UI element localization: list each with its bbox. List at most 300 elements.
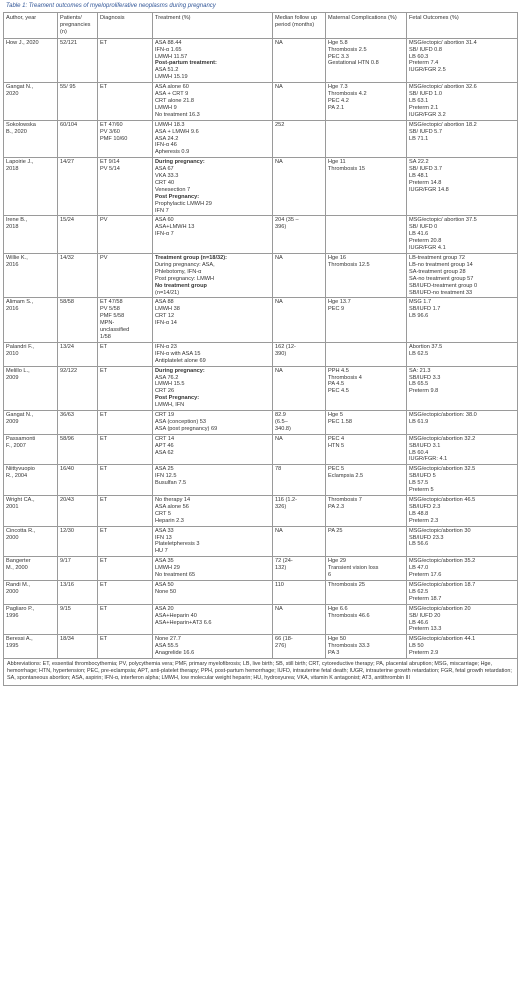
- cell-line: Preterm 2.1: [409, 104, 439, 111]
- cell-line: 52/121: [60, 39, 78, 46]
- cell-treatment: [153, 411, 273, 435]
- cell-treatment: [153, 526, 273, 557]
- cell-line: Preterm 2.3: [409, 517, 439, 524]
- cell-line: PEC 4.5: [328, 388, 349, 395]
- cell-author: [4, 366, 58, 410]
- cell-line: ET: [100, 466, 108, 473]
- cell-line: HU 7: [155, 548, 168, 555]
- cell-line: ET: [100, 412, 108, 419]
- cell-line: 92/122: [60, 367, 78, 374]
- cell-line: Preterm 17.6: [409, 572, 442, 579]
- cell-line: SB/ IUFD 20: [409, 612, 441, 619]
- cell-line: SB/IUFD-no treatment 33: [409, 289, 473, 296]
- cell-treatment: [153, 604, 273, 635]
- cell-line: No treatment 16.3: [155, 111, 200, 118]
- cell-line: SB/IUFD 5: [409, 473, 436, 480]
- cell-line: ASA 76.2: [155, 374, 179, 381]
- cell-line: Thrombosis 4: [328, 374, 362, 381]
- cell-line: NA: [275, 39, 283, 46]
- cell-fetal-outcomes: [407, 604, 518, 635]
- cell-line: 2000: [6, 588, 19, 595]
- cell-patients: [58, 434, 98, 465]
- table-body: [4, 38, 518, 658]
- cell-follow-up: [273, 604, 326, 635]
- cell-line: PA 25: [328, 527, 343, 534]
- cell-line: HTN 5: [328, 442, 345, 449]
- cell-line: LMWH, IFN: [155, 402, 185, 409]
- cell-line: NA: [275, 255, 283, 261]
- cell-line: ASA+Heparin 40: [155, 612, 197, 619]
- cell-line: LB-treatment group 72: [409, 255, 465, 261]
- cell-author: [4, 298, 58, 342]
- abbreviations-note: [4, 659, 518, 686]
- cell-line: PEC 4: [328, 435, 345, 442]
- cell-follow-up: [273, 216, 326, 254]
- cell-line: ET: [100, 367, 108, 374]
- cell-patients: [58, 580, 98, 604]
- cell-line: 9/15: [60, 605, 71, 612]
- cell-treatment: [153, 342, 273, 366]
- cell-line: 2016: [6, 306, 19, 313]
- table-caption: Table 1: Treament outcomes of myeloproliferative neoplasms during pregnancy: [6, 3, 216, 9]
- cell-line: ET 9/14: [100, 159, 120, 166]
- cell-line: Willie K.,: [6, 255, 28, 261]
- cell-line: Hge 5: [328, 412, 343, 419]
- cell-line: IUGR/FGR 4.1: [409, 245, 446, 252]
- cell-diagnosis: [98, 254, 153, 298]
- cell-line: NA: [275, 527, 283, 534]
- cell-line: Thrombosis 33.3: [328, 643, 370, 650]
- cell-diagnosis: [98, 342, 153, 366]
- cell-patients: [58, 254, 98, 298]
- cell-line: PEC 4.2: [328, 97, 349, 104]
- col-header-maternal-complications: Maternal Complications (%): [326, 13, 407, 39]
- cell-maternal-complications: [326, 411, 407, 435]
- cell-line: LMWH 29: [155, 565, 180, 572]
- cell-line: ASA 51.2: [155, 67, 179, 74]
- cell-treatment: [153, 434, 273, 465]
- cell-line: SB/ IUFD 0: [409, 224, 438, 231]
- cell-line: Preterm 2.9: [409, 650, 439, 657]
- cell-follow-up: [273, 434, 326, 465]
- cell-diagnosis: [98, 411, 153, 435]
- cell-line: 6: [328, 572, 332, 579]
- cell-line: 1995: [6, 643, 19, 650]
- cell-line: Post-partum treatment:: [155, 60, 217, 67]
- cell-line: 110: [275, 581, 284, 588]
- cell-line: Irene B.,: [6, 217, 28, 224]
- cell-fetal-outcomes: [407, 557, 518, 581]
- cell-patients: [58, 366, 98, 410]
- cell-treatment: [153, 158, 273, 216]
- cell-line: ET: [100, 84, 108, 91]
- cell-line: LB 71.1: [409, 135, 429, 142]
- cell-line: NA: [275, 84, 283, 91]
- cell-diagnosis: [98, 557, 153, 581]
- cell-line: 2018: [6, 166, 19, 173]
- cell-line: LMWH 9: [155, 104, 177, 111]
- cell-line: ET: [100, 497, 108, 503]
- cell-line: ET: [100, 581, 108, 588]
- cell-patients: [58, 635, 98, 659]
- table-row: [4, 557, 518, 581]
- cell-line: IFN-α with ASA 15: [155, 350, 201, 357]
- cell-line: ASA 60: [155, 217, 174, 224]
- cell-maternal-complications: [326, 38, 407, 82]
- cell-line: ASA + LMWH 9.6: [155, 128, 199, 135]
- cell-line: Wright CA.,: [6, 497, 35, 503]
- cell-line: Preterm 13.3: [409, 626, 442, 633]
- cell-maternal-complications: [326, 496, 407, 527]
- cell-line: PEC 5: [328, 466, 345, 473]
- cell-line: Hge 16: [328, 255, 347, 261]
- cell-line: ET: [100, 39, 108, 46]
- cell-line: SA 22.2: [409, 159, 429, 166]
- cell-line: 16/40: [60, 466, 74, 473]
- cell-line: Niittyvuopio: [6, 466, 35, 473]
- table-row: [4, 411, 518, 435]
- cell-maternal-complications: [326, 342, 407, 366]
- cell-line: PA 3: [328, 650, 340, 657]
- cell-line: ASA 62: [155, 449, 174, 456]
- cell-line: 9/17: [60, 558, 71, 565]
- cell-line: 132): [275, 565, 287, 572]
- cell-line: LB 62.5: [409, 588, 429, 595]
- cell-line: 276): [275, 643, 287, 650]
- cell-line: Passamonti: [6, 435, 36, 442]
- cell-line: Treatment group (n=18/32):: [155, 255, 227, 261]
- cell-line: IFN-α 23: [155, 343, 177, 350]
- abbreviations-text: Abbreviations: ET, essential thrombocythemia; PV, polycythemia vera; PMF, primary myelofibrosis; LB, live birth; SB, still birth; CRT, cytoreductive therapy; PA, placental abruption; MSG, miscarriage; Hge, hemorrhage; HTN, hypertension; PEC, pre-eclampsia; APT, anti-platelet therapy; PPH, post-partum hemorrhage; IUFD, intrauterine fetal death; IUGR, intrauterine growth retardation; FGR, fetal growth retardation; SA, spontaneous abortion; ASA, aspirin; IFN-α, interferon alpha; LMWH, low molecular weight heparin; HU, hydroxyurea; VKA, vitamin K antagonist; AT3, antithrombin III: [7, 661, 512, 682]
- cell-line: (n=14/21): [155, 289, 180, 296]
- cell-line: Thrombosis 2.5: [328, 46, 367, 53]
- cell-author: [4, 635, 58, 659]
- cell-line: Hge 6.6: [328, 605, 348, 612]
- cell-line: Pagliaro P.,: [6, 605, 35, 612]
- cell-line: (6.5–: [275, 418, 288, 425]
- cell-diagnosis: [98, 604, 153, 635]
- cell-line: Gangat N.,: [6, 412, 34, 419]
- cell-line: NA: [275, 367, 283, 374]
- cell-line: MSG/ectopic/abortion 32.2: [409, 435, 476, 442]
- cell-line: ASA 25: [155, 466, 174, 473]
- cell-line: PA 2.3: [328, 503, 345, 510]
- cell-follow-up: [273, 557, 326, 581]
- cell-fetal-outcomes: [407, 434, 518, 465]
- table-row: [4, 120, 518, 158]
- cell-line: Sokolowska: [6, 121, 36, 128]
- table-header-row: [4, 13, 518, 39]
- cell-diagnosis: [98, 465, 153, 496]
- cell-line: 18/34: [60, 636, 74, 643]
- cell-maternal-complications: [326, 366, 407, 410]
- cell-line: LMWH 18.3: [155, 121, 185, 128]
- cell-line: PEC 1.58: [328, 418, 352, 425]
- cell-line: 2010: [6, 350, 19, 357]
- cell-line: PA 4.5: [328, 381, 345, 388]
- cell-line: MSG/ectopic/abortion 35.2: [409, 558, 476, 565]
- cell-line: ASA 88: [155, 299, 174, 306]
- cell-treatment: [153, 557, 273, 581]
- cell-line: 2018: [6, 224, 19, 231]
- table-row: [4, 298, 518, 342]
- cell-line: IFN 7: [155, 207, 169, 214]
- cell-patients: [58, 496, 98, 527]
- cell-line: SB/IUFD 2.3: [409, 503, 441, 510]
- cell-diagnosis: [98, 635, 153, 659]
- cell-diagnosis: [98, 120, 153, 158]
- cell-line: ET 47/60: [100, 121, 123, 128]
- cell-line: PV: [100, 217, 108, 224]
- cell-follow-up: [273, 526, 326, 557]
- cell-line: ET: [100, 435, 108, 442]
- cell-line: CRT 12: [155, 313, 175, 320]
- cell-patients: [58, 557, 98, 581]
- cell-line: F., 2007: [6, 442, 26, 449]
- cell-line: MSG/ectopic/abortion 46.5: [409, 497, 476, 503]
- cell-line: MSG/ectopic/abortion 32.5: [409, 466, 476, 473]
- cell-line: IFN-α 1.65: [155, 46, 182, 53]
- cell-line: M., 2000: [6, 565, 28, 572]
- table-row: [4, 216, 518, 254]
- cell-line: IFN-α 7: [155, 231, 174, 238]
- cell-line: Thrombosis 7: [328, 497, 362, 503]
- cell-line: ET: [100, 343, 108, 350]
- col-header-patients: Patients/ pregnancies (n): [58, 13, 98, 39]
- cell-line: Preterm 18.7: [409, 595, 442, 602]
- cell-line: 15/24: [60, 217, 74, 224]
- cell-fetal-outcomes: [407, 216, 518, 254]
- cell-line: 390): [275, 350, 287, 357]
- cell-author: [4, 216, 58, 254]
- cell-line: 162 (12-: [275, 343, 296, 350]
- cell-author: [4, 120, 58, 158]
- cell-line: Lapoirie J.,: [6, 159, 34, 166]
- table-row: [4, 158, 518, 216]
- cell-line: 14/27: [60, 159, 74, 166]
- cell-line: unclassified: [100, 327, 130, 334]
- cell-line: ASA alone 56: [155, 503, 189, 510]
- cell-line: Prophylactic LMWH 29: [155, 200, 212, 207]
- cell-maternal-complications: [326, 254, 407, 298]
- cell-line: ASA 55.5: [155, 643, 179, 650]
- cell-fetal-outcomes: [407, 635, 518, 659]
- cell-line: CRT 40: [155, 179, 175, 186]
- cell-author: [4, 465, 58, 496]
- table-row: [4, 38, 518, 82]
- cell-line: LMWH 38: [155, 306, 180, 313]
- cell-diagnosis: [98, 496, 153, 527]
- cell-diagnosis: [98, 434, 153, 465]
- cell-line: ASA (post pregnancy) 69: [155, 425, 218, 432]
- table-row: [4, 604, 518, 635]
- cell-treatment: [153, 635, 273, 659]
- cell-line: IUGR/FGR 3.2: [409, 111, 446, 118]
- cell-patients: [58, 298, 98, 342]
- cell-line: MSG/ectopic/ abortion 18.2: [409, 121, 477, 128]
- cell-line: R., 2004: [6, 473, 28, 480]
- cell-line: 78: [275, 466, 282, 473]
- cell-fetal-outcomes: [407, 38, 518, 82]
- cell-line: 58/96: [60, 435, 74, 442]
- cell-line: MSG/ectopic/ abortion 37.5: [409, 217, 477, 224]
- cell-line: PV 3/60: [100, 128, 120, 135]
- table-row: [4, 526, 518, 557]
- cell-maternal-complications: [326, 465, 407, 496]
- cell-line: LB 50: [409, 643, 424, 650]
- cell-treatment: [153, 83, 273, 121]
- cell-line: ET: [100, 605, 108, 612]
- cell-diagnosis: [98, 366, 153, 410]
- cell-line: Thrombosis 12.5: [328, 261, 370, 268]
- cell-line: NA: [275, 159, 283, 166]
- cell-line: 1/58: [100, 333, 111, 340]
- cell-line: ASA 35: [155, 558, 174, 565]
- cell-line: LMWH 11.57: [155, 53, 188, 60]
- cell-fetal-outcomes: [407, 298, 518, 342]
- cell-line: ASA+Heparin+AT3 6.6: [155, 619, 212, 626]
- cell-diagnosis: [98, 83, 153, 121]
- cell-line: 2000: [6, 534, 19, 541]
- cell-maternal-complications: [326, 298, 407, 342]
- cell-follow-up: [273, 38, 326, 82]
- cell-line: LB 61.9: [409, 418, 429, 425]
- cell-line: VKA 33.3: [155, 173, 179, 180]
- cell-fetal-outcomes: [407, 580, 518, 604]
- cell-line: Preterm 7.4: [409, 60, 439, 67]
- cell-line: Venesection 7: [155, 186, 191, 193]
- cell-line: PEC 9: [328, 306, 345, 313]
- cell-line: Preterm 14.8: [409, 179, 442, 186]
- cell-line: LB 47.0: [409, 565, 429, 572]
- cell-line: IUGR/FGR 14.8: [409, 186, 449, 193]
- cell-line: PMF 10/60: [100, 135, 128, 142]
- cell-line: 55/ 95: [60, 84, 76, 91]
- cell-author: [4, 557, 58, 581]
- cell-patients: [58, 83, 98, 121]
- cell-line: MSG 1.7: [409, 299, 432, 306]
- cell-line: MPN-: [100, 320, 115, 327]
- cell-line: Melillo L.,: [6, 367, 30, 374]
- cell-line: PEC 3.3: [328, 53, 349, 60]
- cell-fetal-outcomes: [407, 411, 518, 435]
- cell-line: Gestational HTN 0.8: [328, 60, 379, 67]
- table-row: [4, 342, 518, 366]
- cell-follow-up: [273, 635, 326, 659]
- cell-line: Heparin 2.3: [155, 517, 184, 524]
- cell-line: IFN 13: [155, 534, 172, 541]
- cell-author: [4, 604, 58, 635]
- cell-line: PPH 4.5: [328, 367, 349, 374]
- cell-line: During pregnancy: ASA,: [155, 261, 215, 268]
- cell-line: None 27.7: [155, 636, 181, 643]
- cell-line: Thrombosis 46.6: [328, 612, 370, 619]
- cell-diagnosis: [98, 580, 153, 604]
- cell-line: Bangerter: [6, 558, 31, 565]
- cell-line: LB 48.8: [409, 510, 429, 517]
- cell-diagnosis: [98, 526, 153, 557]
- cell-line: LB 46.6: [409, 619, 429, 626]
- cell-follow-up: [273, 580, 326, 604]
- cell-patients: [58, 342, 98, 366]
- cell-fetal-outcomes: [407, 120, 518, 158]
- cell-author: [4, 342, 58, 366]
- cell-line: Randi M.,: [6, 581, 30, 588]
- cell-diagnosis: [98, 216, 153, 254]
- cell-maternal-complications: [326, 526, 407, 557]
- cell-line: 116 (1.2-: [275, 497, 297, 503]
- cell-line: MSG/ectopic/ abortion 31.4: [409, 39, 477, 46]
- cell-line: Thrombosis 4.2: [328, 91, 367, 98]
- cell-line: LB 60.3: [409, 53, 429, 60]
- cell-author: [4, 580, 58, 604]
- cell-author: [4, 411, 58, 435]
- cell-line: None 50: [155, 588, 177, 595]
- cell-line: ASA 24.2: [155, 135, 179, 142]
- cell-line: 326): [275, 503, 287, 510]
- cell-line: NA: [275, 299, 283, 306]
- cell-line: 14/32: [60, 255, 74, 261]
- cell-line: CRT 26: [155, 388, 175, 395]
- cell-line: SB/IUFD 23.3: [409, 534, 444, 541]
- cell-maternal-complications: [326, 434, 407, 465]
- cell-line: During pregnancy:: [155, 159, 205, 166]
- outcomes-table: [3, 12, 518, 686]
- cell-maternal-complications: [326, 216, 407, 254]
- cell-line: CRT 19: [155, 412, 175, 419]
- cell-patients: [58, 526, 98, 557]
- cell-maternal-complications: [326, 83, 407, 121]
- cell-line: SA-treatment group 28: [409, 268, 466, 275]
- cell-line: PV: [100, 255, 108, 261]
- cell-line: Post Pregnancy:: [155, 395, 200, 402]
- cell-maternal-complications: [326, 604, 407, 635]
- cell-line: LB 41.6: [409, 231, 429, 238]
- table-row: [4, 496, 518, 527]
- cell-line: SA: 21.3: [409, 367, 431, 374]
- cell-fetal-outcomes: [407, 366, 518, 410]
- cell-line: During pregnancy:: [155, 367, 205, 374]
- cell-line: Gangat N.,: [6, 84, 34, 91]
- table-row: [4, 635, 518, 659]
- cell-treatment: [153, 298, 273, 342]
- cell-line: LB 60.4: [409, 449, 429, 456]
- cell-line: PA 2.1: [328, 104, 345, 111]
- cell-line: SB/ IUFD 3.7: [409, 166, 442, 173]
- cell-line: 1996: [6, 612, 19, 619]
- cell-patients: [58, 604, 98, 635]
- cell-line: MSG/ectopic/abortion: 38.0: [409, 412, 477, 419]
- cell-line: PV 5/14: [100, 166, 120, 173]
- cell-line: MSG/ectopic/abortion 18.7: [409, 581, 476, 588]
- cell-line: 204 (35 –: [275, 217, 299, 224]
- cell-line: No therapy 14: [155, 497, 191, 503]
- cell-line: LB 63.1: [409, 97, 429, 104]
- cell-patients: [58, 38, 98, 82]
- cell-fetal-outcomes: [407, 342, 518, 366]
- cell-line: Apheresis 0.9: [155, 149, 190, 156]
- cell-line: 2001: [6, 503, 19, 510]
- cell-line: SB/IUFD 1.7: [409, 306, 441, 313]
- col-header-author: Author, year: [4, 13, 58, 39]
- cell-treatment: [153, 38, 273, 82]
- cell-fetal-outcomes: [407, 526, 518, 557]
- cell-treatment: [153, 465, 273, 496]
- cell-treatment: [153, 216, 273, 254]
- cell-line: Hge 13.7: [328, 299, 351, 306]
- cell-line: Cincotta R.,: [6, 527, 36, 534]
- cell-line: Post Pregnancy:: [155, 193, 200, 200]
